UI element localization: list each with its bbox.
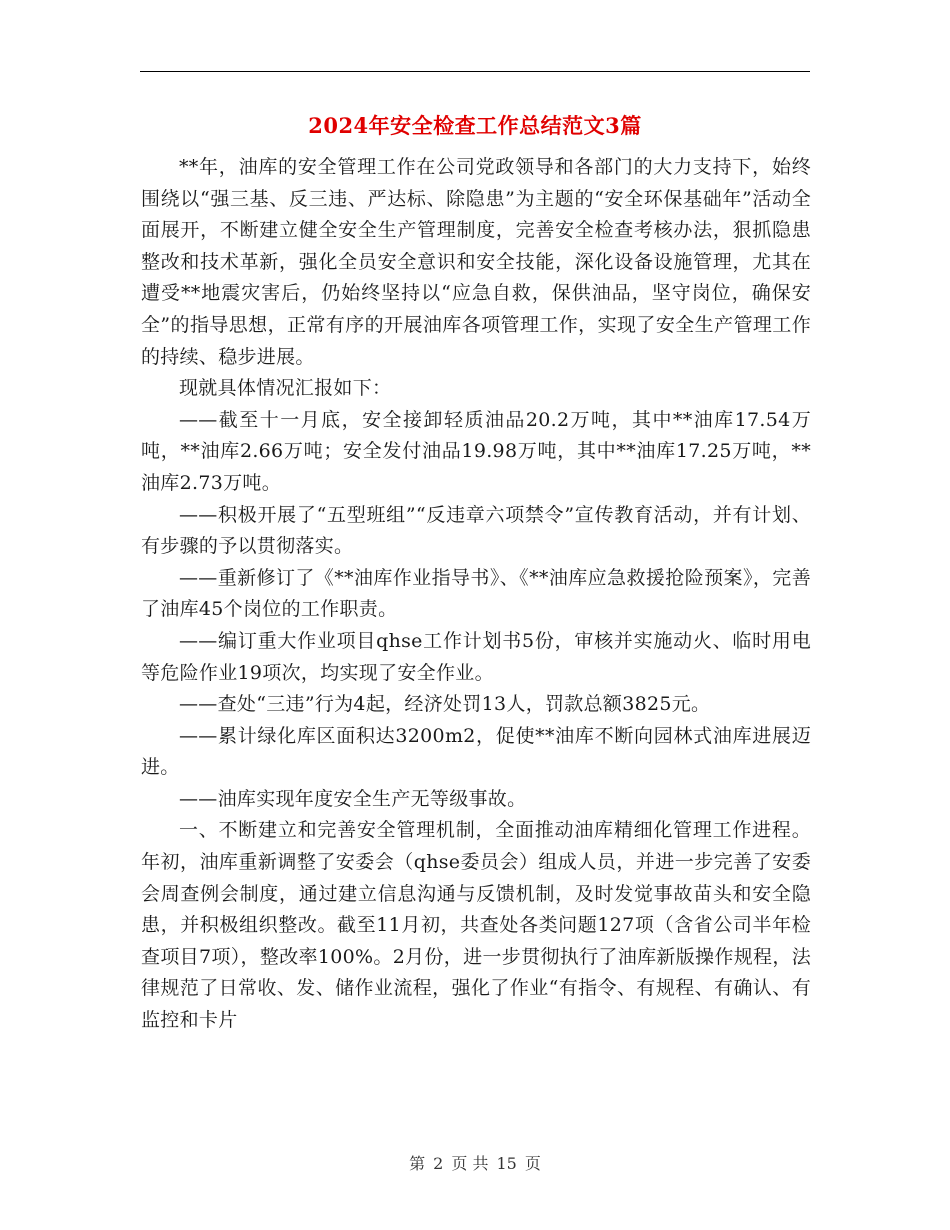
paragraph-violations: ——查处“三违”行为4起，经济处罚13人，罚款总额3825元。 bbox=[179, 693, 711, 716]
paragraph-no-accidents: ——油库实现年度安全生产无等级事故。 bbox=[179, 787, 527, 810]
paragraph-oil-volume: ——截至十一月底，安全接卸轻质油品20.2万吨，其中**油库17.54万吨，**油库2.66万吨；安全发付油品19.98万吨，其中**油库17.25万吨，**油库2.73万吨。 bbox=[141, 408, 811, 494]
paragraph-qhse-plans: ——编订重大作业项目qhse工作计划书5份，审核并实施动火、临时用电等危险作业19项次，均实现了安全作业。 bbox=[141, 629, 811, 684]
header-rule bbox=[140, 71, 810, 72]
paragraph-report-lead: 现就具体情况汇报如下： bbox=[179, 377, 392, 400]
footer-middle: 页 共 bbox=[451, 1154, 489, 1173]
paragraph-section-one: 一、不断建立和完善安全管理机制，全面推动油库精细化管理工作进程。 年初，油库重新调整了安委会（qhse委员会）组成人员，并进一步完善了安委会周查例会制度，通过建立信息沟通与反馈机制，及时发觉事故苗头和安全隐患，并积极组织整改。截至11月初，共查处各类问题127项（含省公司半年检查项目7项），整改率100%。2月份，进一步贯彻执行了油库新版操作规程，法律规范了日常收、发、储作业流程，强化了作业“有指令、有规程、有确认、有监控和卡片 bbox=[141, 819, 811, 1032]
footer-current-page: 2 bbox=[433, 1154, 444, 1173]
paragraph-revised-manuals: ——重新修订了《**油库作业指导书》、《**油库应急救援抢险预案》，完善了油库45个岗位的工作职责。 bbox=[141, 566, 811, 621]
document-body bbox=[141, 152, 811, 1037]
document-title: 2024年安全检查工作总结范文3篇 bbox=[308, 113, 642, 138]
paragraph-greening: ——累计绿化库区面积达3200m2，促使**油库不断向园林式油库进展迈进。 bbox=[141, 724, 811, 779]
page-footer bbox=[140, 1152, 810, 1176]
paragraph-education-activity: ——积极开展了“五型班组”“反违章六项禁令”宣传教育活动，并有计划、有步骤的予以贯彻落实。 bbox=[141, 503, 811, 558]
paragraph-intro: **年，油库的安全管理工作在公司党政领导和各部门的大力支持下，始终围绕以“强三基、反三违、严达标、除隐患”为主题的“安全环保基础年”活动全面展开，不断建立健全安全生产管理制度，完善安全检查考核办法，狠抓隐患整改和技术革新，强化全员安全意识和安全技能，深化设备设施管理，尤其在遭受**地震灾害后，仍始终坚持以“应急自救，保供油品，坚守岗位，确保安全”的指导思想，正常有序的开展油库各项管理工作，实现了安全生产管理工作的持续、稳步进展。 bbox=[141, 156, 811, 368]
footer-prefix: 第 bbox=[409, 1154, 426, 1173]
footer-total-pages: 15 bbox=[496, 1154, 517, 1173]
footer-suffix: 页 bbox=[524, 1154, 541, 1173]
